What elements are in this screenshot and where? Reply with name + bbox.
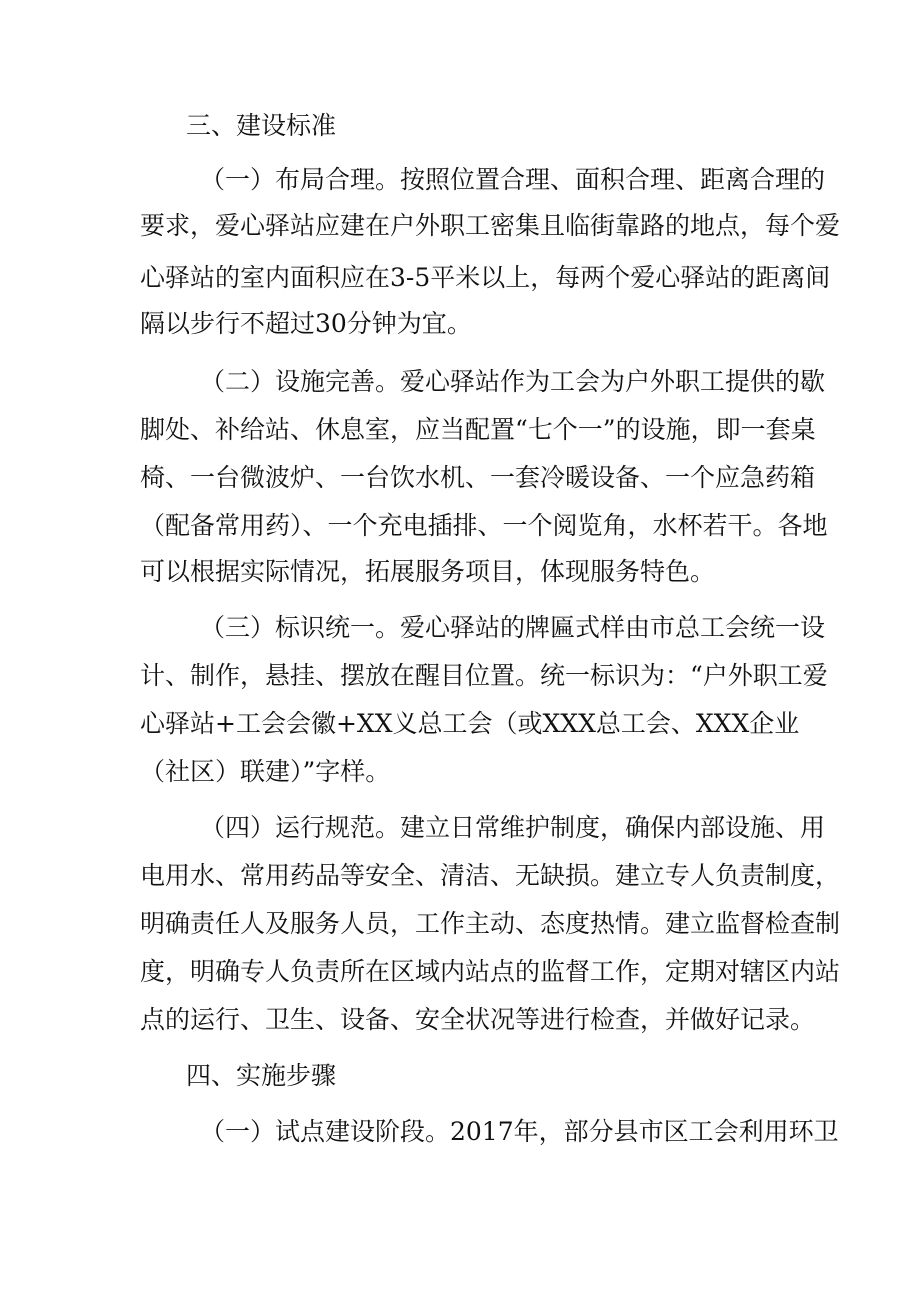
paragraph-line: 明确责任人及服务人员，工作主动、态度热情。建立监督检查制 [140,909,841,938]
paragraph-line: 可以根据实际情况，拓展服务项目，体现服务特色。 [140,557,716,586]
paragraph-line: （一）试点建设阶段。2017年，部分县市区工会利用环卫 [200,1117,839,1146]
paragraph-line: （社区）联建）”字样。 [140,757,391,786]
paragraph-line: 隔以步行不超过30分钟为宜。 [140,309,472,338]
paragraph-line: 心驿站+工会会徽+XX义总工会（或XXX总工会、XXX企业 [140,709,800,738]
paragraph-line: 电用水、常用药品等安全、清洁、无缺损。建立专人负责制度， [140,861,841,890]
paragraph-line: 点的运行、卫生、设备、安全状况等进行检查，并做好记录。 [140,1005,816,1034]
section-heading-4: 四、实施步骤 [186,1061,337,1090]
paragraph-line: 要求，爱心驿站应建在户外职工密集且临街靠路的地点，每个爱 [140,211,841,240]
paragraph-line: 度，明确专人负责所在区域内站点的监督工作，定期对辖区内站 [140,957,841,986]
paragraph-line: 椅、一台微波炉、一台饮水机、一套冷暖设备、一个应急药箱 [140,463,816,492]
section-heading-3: 三、建设标准 [186,111,337,140]
paragraph-line: （配备常用药）、一个充电插排、一个阅览角，水杯若干。各地 [140,511,828,540]
paragraph-line: （二）设施完善。爱心驿站作为工会为户外职工提供的歇 [200,367,826,396]
paragraph-line: （一）布局合理。按照位置合理、面积合理、距离合理的 [200,165,826,194]
paragraph-line: （四）运行规范。建立日常维护制度，确保内部设施、用 [200,813,826,842]
paragraph-line: 脚处、补给站、休息室，应当配置“七个一”的设施，即一套桌 [140,415,816,444]
paragraph-line: 计、制作，悬挂、摆放在醒目位置。统一标识为：“户外职工爱 [140,661,828,690]
paragraph-line: （三）标识统一。爱心驿站的牌匾式样由市总工会统一设 [200,613,826,642]
paragraph-line: 心驿站的室内面积应在3-5平米以上，每两个爱心驿站的距离间 [140,263,831,292]
